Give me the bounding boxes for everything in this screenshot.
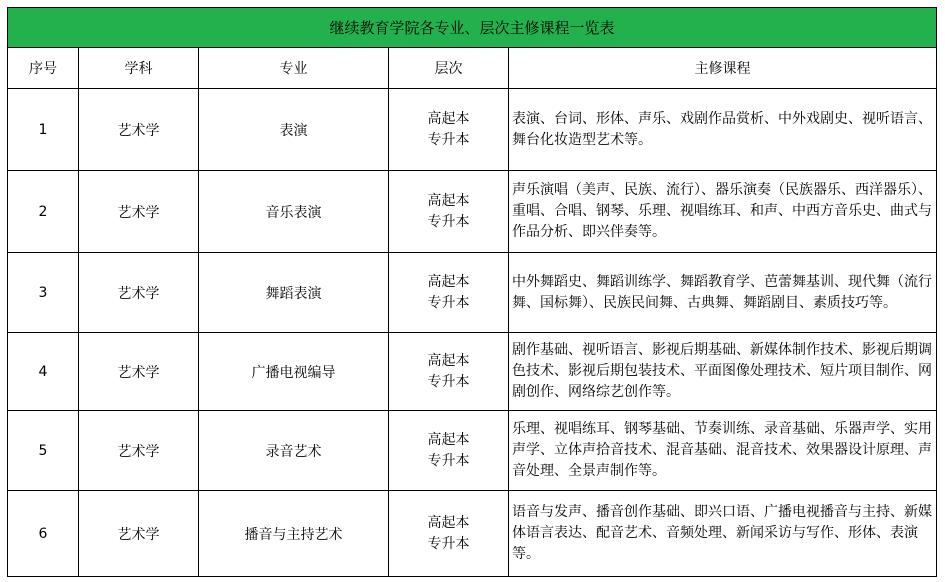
row-courses: 声乐演唱（美声、民族、流行）、器乐演奏（民族器乐、西洋器乐）、重唱、合唱、钢琴、乐理、视唱练耳、和声、中西方音乐史、曲式与作品分析、即兴伴奏等。 (509, 171, 937, 253)
row-level-2: 专升本 (427, 535, 470, 552)
row-index: 3 (8, 253, 79, 333)
table-row (8, 171, 937, 253)
header-index: 序号 (8, 48, 79, 89)
table-row (8, 253, 937, 333)
header-level: 层次 (389, 48, 509, 89)
row-discipline: 艺术学 (79, 171, 199, 253)
row-major: 播音与主持艺术 (199, 491, 389, 577)
row-major: 录音艺术 (199, 411, 389, 491)
header-row (8, 48, 937, 89)
row-index: 2 (8, 171, 79, 253)
row-level-2: 专升本 (427, 294, 470, 311)
row-discipline: 艺术学 (79, 253, 199, 333)
header-courses: 主修课程 (509, 48, 937, 89)
row-levels (389, 411, 509, 491)
row-levels (389, 491, 509, 577)
row-index: 6 (8, 491, 79, 577)
course-table-sheet (7, 7, 936, 577)
row-level-1: 高起本 (427, 273, 470, 290)
row-levels (389, 171, 509, 253)
row-discipline: 艺术学 (79, 89, 199, 171)
table-title: 继续教育学院各专业、层次主修课程一览表 (8, 8, 937, 48)
row-discipline: 艺术学 (79, 333, 199, 411)
row-major: 音乐表演 (199, 171, 389, 253)
row-level-1: 高起本 (427, 192, 470, 209)
row-level-1: 高起本 (427, 514, 470, 531)
row-index: 4 (8, 333, 79, 411)
row-courses: 中外舞蹈史、舞蹈训练学、舞蹈教育学、芭蕾舞基训、现代舞（流行舞、国标舞）、民族民间舞、古典舞、舞蹈剧目、素质技巧等。 (509, 253, 937, 333)
row-levels (389, 89, 509, 171)
table-row (8, 491, 937, 577)
row-major: 舞蹈表演 (199, 253, 389, 333)
row-courses: 语音与发声、播音创作基础、即兴口语、广播电视播音与主持、新媒体语言表达、配音艺术、音频处理、新闻采访与写作、形体、表演等。 (509, 491, 937, 577)
row-index: 1 (8, 89, 79, 171)
row-discipline: 艺术学 (79, 411, 199, 491)
row-courses: 剧作基础、视听语言、影视后期基础、新媒体制作技术、影视后期调色技术、影视后期包装技术、平面图像处理技术、短片项目制作、网剧创作、网络综艺创作等。 (509, 333, 937, 411)
table-row (8, 411, 937, 491)
row-level-1: 高起本 (427, 110, 470, 127)
row-discipline: 艺术学 (79, 491, 199, 577)
row-level-2: 专升本 (427, 373, 470, 390)
header-discipline: 学科 (79, 48, 199, 89)
row-major: 表演 (199, 89, 389, 171)
header-major: 专业 (199, 48, 389, 89)
row-levels (389, 333, 509, 411)
course-table (7, 7, 937, 577)
row-major: 广播电视编导 (199, 333, 389, 411)
row-level-1: 高起本 (427, 431, 470, 448)
row-courses: 表演、台词、形体、声乐、戏剧作品赏析、中外戏剧史、视听语言、舞台化妆造型艺术等。 (509, 89, 937, 171)
table-row (8, 333, 937, 411)
row-level-1: 高起本 (427, 352, 470, 369)
row-index: 5 (8, 411, 79, 491)
table-row (8, 89, 937, 171)
row-courses: 乐理、视唱练耳、钢琴基础、节奏训练、录音基础、乐器声学、实用声学、立体声拾音技术、混音基础、混音技术、效果器设计原理、声音处理、全景声制作等。 (509, 411, 937, 491)
row-level-2: 专升本 (427, 131, 470, 148)
row-level-2: 专升本 (427, 213, 470, 230)
row-levels (389, 253, 509, 333)
title-row (8, 8, 937, 48)
row-level-2: 专升本 (427, 452, 470, 469)
